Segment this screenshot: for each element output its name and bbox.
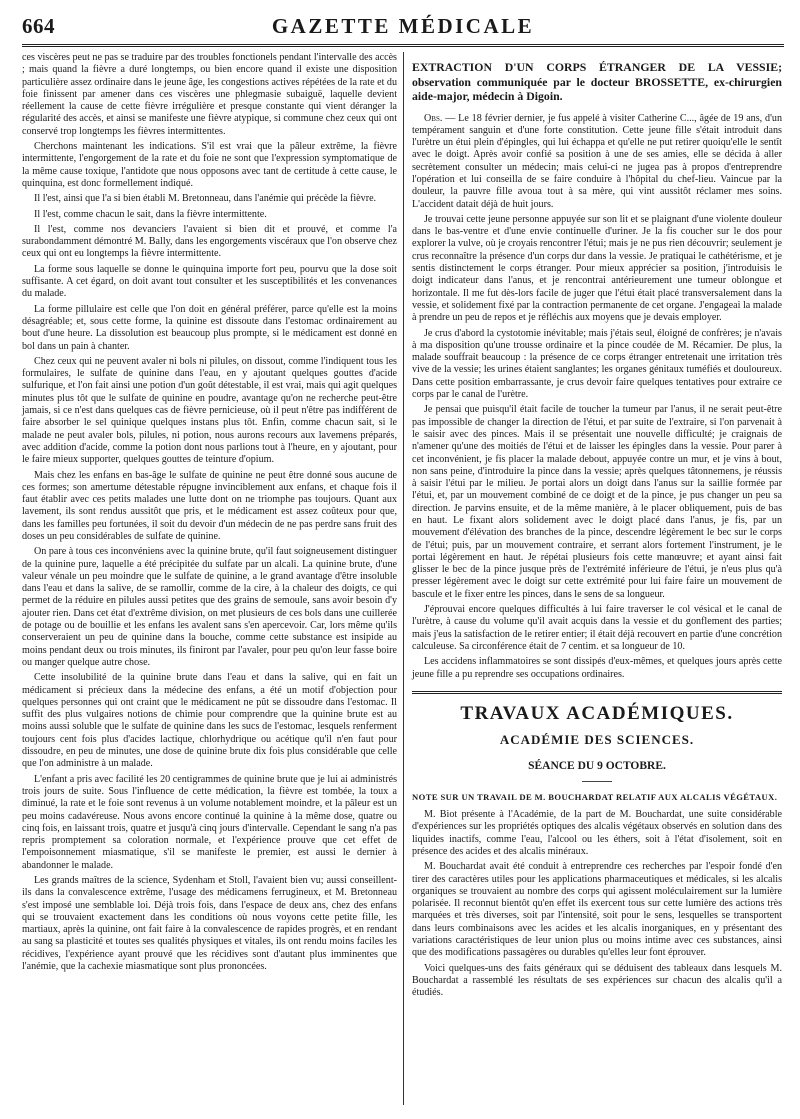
- journal-title: GAZETTE MÉDICALE: [271, 14, 535, 38]
- page-header: [22, 6, 784, 46]
- header-rule: [22, 44, 784, 47]
- paragraph: Je trouvai cette jeune personne appuyée sur son lit et se plaignant d'une violente douleur dans le bas-ventre et d'une envie continuelle d'uriner. Je la fis coucher sur le dos pour explorer la vulve, où je croyais rencontrer l'étui; mais je ne pus rien découvrir; seulement je crus reconnaître la présence d'un corps dur dans la vessie. Je pratiquai le cathétérisme, et je sentis distinctement le corps étranger. Pour mieux apprécier sa position, j'introduisis le doigt indicateur dans l'anus, et je rencontrai antérieurement une tumeur oblongue et horizontale. Il me fut dès-lors facile de juger que l'étui était placé transversalement dans la vessie, et solidement fixé par la contraction permanente de cet organe. J'engageai la malade à prendre un peu de repos et je réfléchis aux moyens que je devais employer.: [412, 213, 782, 324]
- paragraph: Chez ceux qui ne peuvent avaler ni bols ni pilules, on dissout, comme l'indiquent tous les formulaires, le sulfate de quinine dans l'eau, en y ajoutant quelques gouttes d'acide sulfurique, et l'on fait ainsi une potion d'un goût détestable, il est vrai, mais qui agit quelques minutes plus tôt que le sulfate de quinine en poudre, avantage qu'on ne recherche peut-être jamais, si ce n'est dans quelques cas de fièvre pernicieuse, où il peut n'être pas indifférent de faire absorber le sel quinique quelques instans plus tôt. Enfin, comme chacun sait, si le malade ne peut avaler bols, pilules, ni potion, nous aurons recours aux lavemens préparés, avec addition d'acide, comme la potion dont nous parlions tout à l'heure, en y ajoutant, pour le faire mieux supporter, quelques gouttes de teinture d'opium.: [22, 355, 397, 466]
- paragraph: Cette insolubilité de la quinine brute dans l'eau et dans la salive, qui en fait un médicament si précieux dans la médecine des enfans, a été un motif d'objection pour quelques personnes qui ont craint que le médicament ne pût se dissoudre dans l'estomac. Il suffit des plus vulgaires notions de chimie pour comprendre que la quinine brute est au moins aussi soluble que le sulfate de quinine dans les sucs de l'estomac, lesquels renferment toujours cent fois plus d'acides lactique, chlorhydrique ou acétique qu'il n'en faut pour dissoudre, en peu de minutes, une dose de quinine brute dix fois plus considérable que celle que l'on administre à un malade.: [22, 672, 397, 770]
- page-number: 664: [22, 14, 55, 38]
- paragraph: Les accidens inflammatoires se sont dissipés d'eux-mêmes, et quelques jours après cette jeune fille a pu reprendre ses occupations ordinaires.: [412, 656, 782, 680]
- obs-label: Obs.: [424, 112, 443, 124]
- paragraph: La forme pillulaire est celle que l'on doit en général préférer, parce qu'elle est la moins désagréable; et, sous cette forme, la quinine est dissoute dans l'estomac ordinairement au bout d'une heure. La dissolution est beaucoup plus prompte, si le médicament est donné en bol dans un pain à chanter.: [22, 303, 397, 352]
- paragraph: L'enfant a pris avec facilité les 20 centigrammes de quinine brute que je lui ai administrés trois jours de suite. Sous l'influence de cette médication, la fièvre est tombée, la toux a diminué, la rate et le foie sont revenus à un volume notablement moindre, et la pâleur est un peu moins cadavéreuse. Nous avons encore continué la quinine à la même dose, quatre ou cinq fois, en laissant trois, quatre et jusqu'à cinq jours d'intervalle. Cependant le sang n'a pas repris promptement sa coloration normale, et l'expérience prouve que cet effet de l'empoisonnement miasmatique, s'il se manifeste le premier, est aussi le dernier à abandonner le malade.: [22, 773, 397, 871]
- section-subtitle: ACADÉMIE DES SCIENCES.: [499, 732, 695, 748]
- paragraph: Je crus d'abord la cystotomie inévitable; mais j'étais seul, éloigné de confrères; je n'avais à ma disposition qu'une trousse ordinaire et la pince coudée de M. Récamier. De plus, la malade souffrait beaucoup : la présence de ce corps étranger entretenait une irritation très vive de la vessie; les urines étaient sanglantes; les organes génitaux tuméfiés et douloureux. Dans cette position embarrassante, je crus devoir faire quelques tentatives pour extraire ce corps par le canal de l'urètre.: [412, 327, 782, 401]
- note-title: NOTE SUR UN TRAVAIL DE M. BOUCHARDAT RELATIF AUX ALCALIS VÉGÉTAUX.: [412, 791, 778, 802]
- section-separator: [412, 691, 782, 694]
- paragraph: Les grands maîtres de la science, Sydenham et Stoll, l'avaient bien vu; aussi conseillent-ils dans la convalescence extrême, l'usage des médicamens ferrugineux, et M. Bretonneau s'est imposé une semblable loi. Déjà trois fois, dans l'espace de deux ans, chez des enfans qui se trouvaient exactement dans les conditions où nous voyons cette petite fille, les martiaux, après la quinine, ont fait faire à la convalescence de rapides progrès, et en rendant au sang sa plasticité et toutes ses qualités physiques et vitales, ils ont rendu moins faciles les récidives, l'expérience ayant prouvé que les récidives sont d'autant plus imminentes que l'anémie, que la cachexie miasmatique sont plus prononcées.: [22, 875, 397, 973]
- column-divider: [403, 52, 404, 1105]
- paragraph: Il l'est, ainsi que l'a si bien établi M. Bretonneau, dans l'anémie qui précède la fièvre.: [34, 193, 377, 205]
- short-rule: [582, 781, 612, 782]
- paragraph: Mais chez les enfans en bas-âge le sulfate de quinine ne peut être donné sous aucune de ces formes; son amertume détestable répugne invinciblement aux enfans, et chaque fois il faut établir avec ces petits malades une lutte dont on ne triomphe pas toujours. Quant aux lavement, ils sont rendus aussitôt que pris, et le médicament est assez coûteux pour que, dans les familles peu fortunées, il soit du devoir d'un médecin de ne pas perdre sans fruit des doses un peu considérables de sulfate de quinine.: [22, 469, 397, 542]
- right-column: [412, 52, 782, 1003]
- obs-text: — Le 18 février dernier, je fus appelé à visiter Catherine C..., âgée de 19 ans, d'un tempérament sanguin et d'une forte constitution. Cette jeune fille s'était introduit dans l'urètre un étui plein d'épingles, qui lui échappa et qu'elle ne put retirer quoiqu'elle le sentît avec le doigt. Après avoir confié sa position à une de ses amies, elle se décida à aller secrètement consulter un médecin; mais celui-ci ne jugea pas à propos d'entreprendre l'opération et lui conseilla de se faire conduire à l'hôpital du chef-lieu. Vaincue par la douleur, la pauvre fille avoua tout à sa mère, qui vint aussitôt réclamer mes soins. L'accident datait déjà de huit jours.: [412, 112, 782, 210]
- section-title: TRAVAUX ACADÉMIQUES.: [460, 702, 734, 724]
- paragraph: Cherchons maintenant les indications. S'il est vrai que la pâleur extrême, la fièvre intermittente, l'engorgement de la rate et du foie ne sont que l'expression symptomatique de la même cause toxique, l'antidote que nous opposons avec tant de certitude à cette cause, le quinquina, est donc formellement indiqué.: [22, 141, 397, 189]
- paragraph: Il l'est, comme nos devanciers l'avaient si bien dit et prouvé, et comme l'a surabondamment démontré M. Bally, dans les engorgements viscéraux que l'on observe chez ceux qui ont eu longtemps la fièvre intermittente.: [22, 223, 397, 260]
- paragraph: Je pensai que puisqu'il était facile de toucher la tumeur par l'anus, il ne serait peut-être pas impossible de changer la direction de l'étui, et par suite de l'extraire, si l'on parvenait à le saisir avec des pinces. Mais il se présentait une nouvelle difficulté; je craignais de n'amener qu'une des moitiés de l'étui et de laisser les épingles dans la vessie. Pour parer à cet inconvénient, je fis placer la malade debout, appuyée contre un mur, et je vins à bout, non sans peine, d'introduire la pince dans la vessie; après quelques tâtonnemens, je réussis à saisir l'étui par le milieu. Je portai alors un doigt dans l'anus sur la saillie formée par l'étui, et, par un mouvement combiné de ce doigt et de la pince, je pus changer un peu sa direction. Je parvins ensuite, et de la même manière, à le placer obliquement, puis de bas en haut. Le fixant alors solidement avec le doigt placé dans l'anus, je fis, par un mouvement d'élévation des branches de la pince, descendre légèrement le bec sur le corps de l'étui; puis, par un mouvement contraire, et serrant alors fortement l'instrument, je le portai légèrement en haut. Je répétai plusieurs fois cette manœuvre; et ayant ainsi fait glisser le bec de la pince jusque près de l'extrémité inférieure de l'étui, je n'eus plus qu'à presser légèrement avec le doigt sur cette extrémité pour lui faire faire un mouvement de bascule et le fixer entre les pinces, dans le sens de sa longueur.: [412, 404, 782, 600]
- paragraph: J'éprouvai encore quelques difficultés à lui faire traverser le col vésical et le canal de l'urètre, à cause du volume qu'il avait acquis dans la vessie et du gonflement des parties; mais j'eus la satisfaction de le retirer entier; il était déjà recouvert en partie d'une concrétion calculeuse. Sa circonférence était de 7 centim. et sa longueur de 10.: [412, 604, 782, 652]
- seance-heading: SÉANCE DU 9 OCTOBRE.: [528, 760, 666, 773]
- paragraph: La forme sous laquelle se donne le quinquina importe fort peu, pourvu que la dose soit suffisante. A cet égard, on doit avant tout consulter et les susceptibilités et les convenances du malade.: [22, 263, 397, 300]
- left-column: [22, 52, 397, 976]
- paragraph: Voici quelques-uns des faits généraux qui se déduisent des tableaux dans lesquels M. Bouchardat a rassemblé les résultats de ses expériences sur chacun des alcalis qu'il a étudiés.: [412, 962, 782, 999]
- paragraph: M. Bouchardat avait été conduit à entreprendre ces recherches par l'espoir fondé d'en tirer des caractères utiles pour les applications pharmaceutiques et médicales, si les alcalis organiques se trouvaient au nombre des corps qui agissent moléculairement sur la lumière polarisée. Il reconnut bientôt qu'en effet ils exercent tous sur cette lumière des actions très marquées et très diverses, soit par l'intensité, soit pour le sens, lesquelles se transportent dans leurs combinaisons avec les acides et les alcalis inorganiques, en y présentant des variations caractéristiques de leur union plus ou moins intime avec ces substances, ainsi que des modifications passagères ou durables qu'elles leur font éprouver.: [412, 861, 782, 959]
- paragraph: ces viscères peut ne pas se traduire par des troubles fonctionels pendant l'intervalle des accès ; mais quand la fièvre a duré longtemps, ou bien encore quand il existe une disposition particulière assez ordinaire dans le jeune âge, les congestions actives répétées de la rate et du foie finissent par amener dans ces viscères une phlegmasie subaiguë, laquelle devient réellement la cause de cette fièvre irrégulière et presque constante qui vient déranger la régularité des accès, et ainsi se manifeste une fièvre atypique, si commune chez ceux qui ont conservé trop longtemps les fièvres intermittentes.: [22, 52, 397, 137]
- paragraph: Il l'est, comme chacun le sait, dans la fièvre intermittente.: [34, 208, 267, 220]
- article-title: EXTRACTION D'UN CORPS ÉTRANGER DE LA VESSIE; observation communiquée par le docteur BROSSETTE, ex-chirurgien aide-major, médecin à Digoin.: [412, 60, 782, 103]
- paragraph: M. Biot présente à l'Académie, de la part de M. Bouchardat, une suite considérable d'expériences sur les propriétés optiques des alcalis végétaux observés en solution dans des liquides inactifs, comme l'eau, l'alcool ou les éthers, soit à l'état d'isolement, soit en présence des acides et des alcalis minéraux.: [412, 809, 782, 857]
- paragraph: On pare à tous ces inconvéniens avec la quinine brute, qu'il faut soigneusement distinguer de la quinine pure, laquelle a été précipitée du sulfate par un alcali. La quinine brute, d'une valeur vénale un peu moindre que le sulfate de quinine, a le grand avantage d'être insoluble dans l'eau et dans la salive, de se ramollir, comme de la cire, à la chaleur des doigts, ce qui permet de la réduire en pilules aussi petites que des grains de semoule, sans avoir besoin d'y ajouter rien. Dans cet état d'extrême division, on met plusieurs de ces bols dans une cuillerée de potage ou de bouillie et les enfans les avalent sans s'en apercevoir. Car, lors même qu'ils conserveraient un peu de quinine dans la bouche, comme cette substance est insipide au moins pendant deux ou trois minutes, ils finiront par l'avaler, pour peu qu'on leur fasse boire ou manger quelque autre chose.: [22, 546, 397, 668]
- paragraph: [412, 113, 782, 211]
